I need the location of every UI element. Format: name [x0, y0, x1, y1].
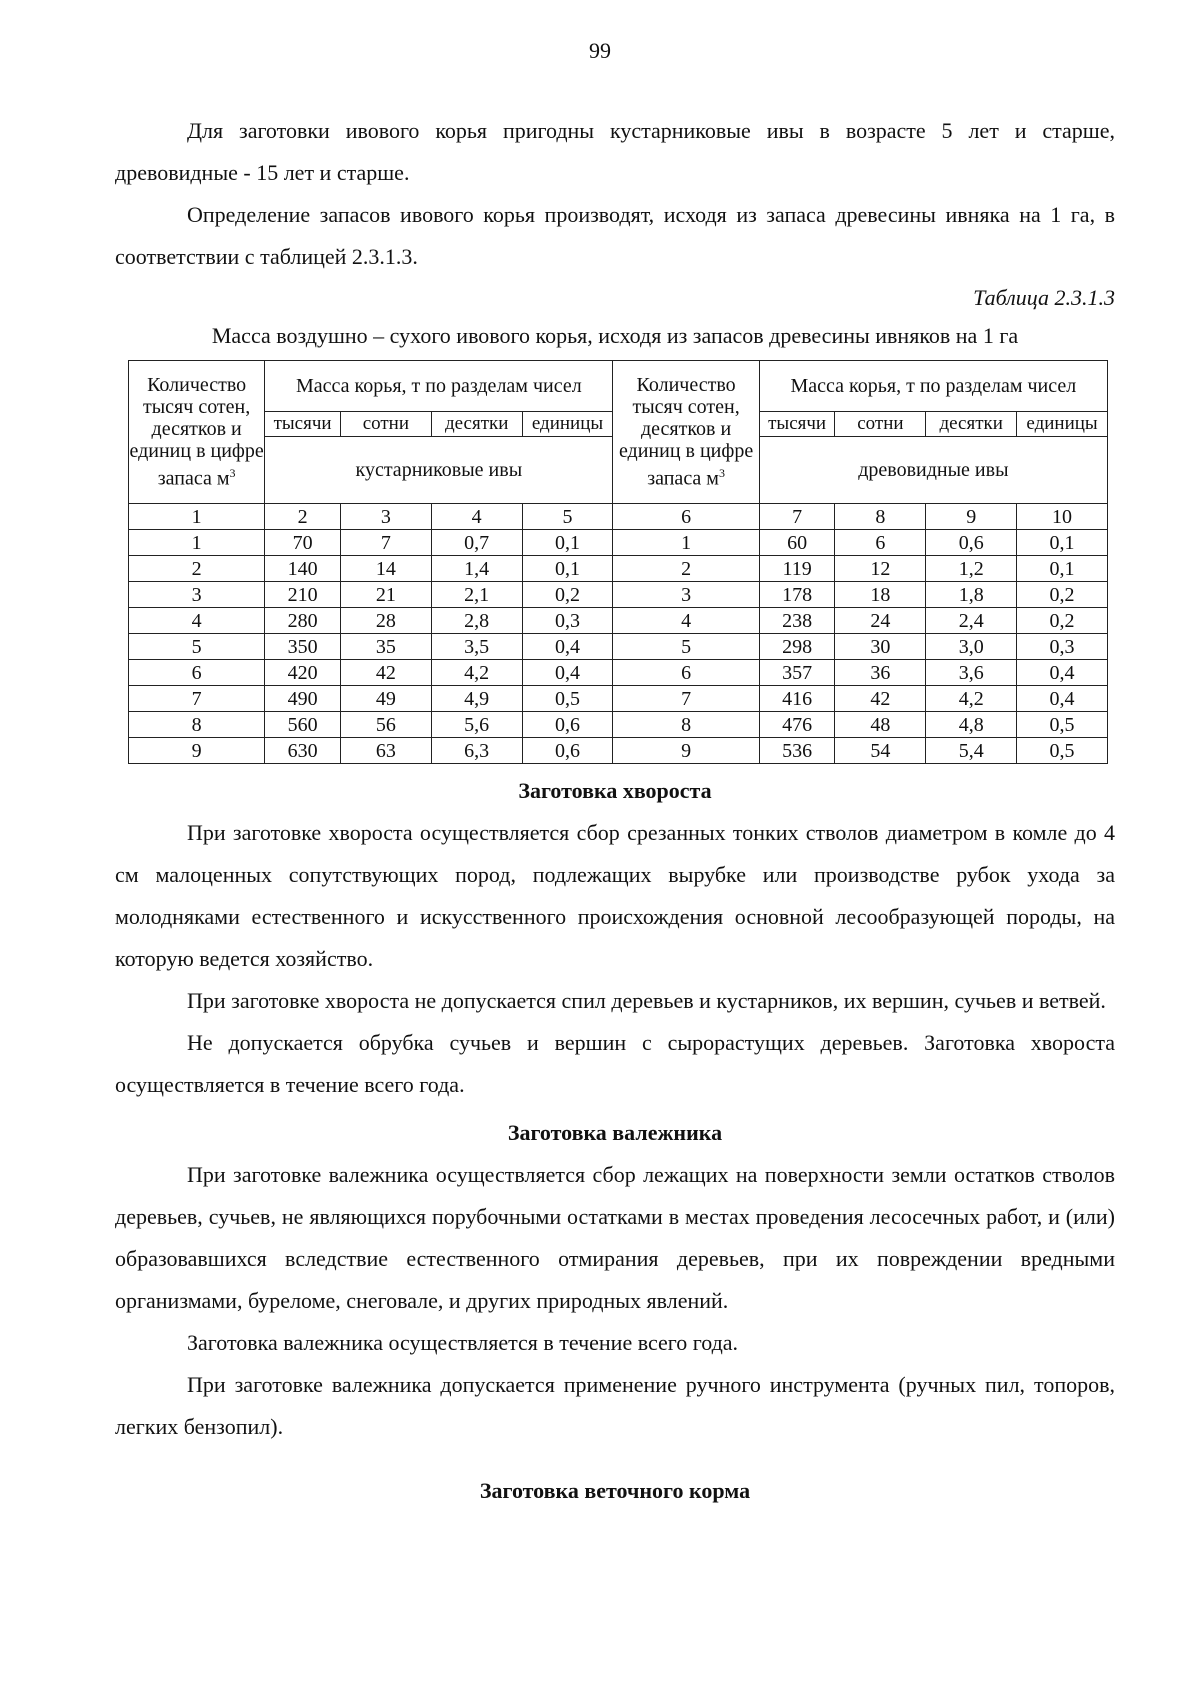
table-row [129, 712, 1108, 738]
header-quantity-label: Количество тысяч сотен, десятков и единиц в цифре запаса м [618, 374, 754, 490]
table-cell: 9 [613, 738, 759, 764]
table-cell: 3,0 [926, 634, 1017, 660]
table-cell: 14 [340, 556, 431, 582]
table-cell: 0,7 [431, 530, 522, 556]
table-cell: 3 [129, 582, 265, 608]
column-number-row [129, 504, 1108, 530]
header-sub-hundreds: сотни [340, 412, 431, 437]
header-sub-thousands: тысячи [759, 412, 835, 437]
table-cell: 49 [340, 686, 431, 712]
header-mass-tree: Масса корья, т по разделам чисел [759, 361, 1107, 412]
table-cell: 0,3 [1017, 634, 1108, 660]
table-cell: 42 [835, 686, 926, 712]
table-cell: 4 [129, 608, 265, 634]
table-cell: 0,2 [1017, 608, 1108, 634]
table-cell: 357 [759, 660, 835, 686]
table-cell: 0,5 [522, 686, 613, 712]
table-cell: 5,6 [431, 712, 522, 738]
table-number: Таблица 2.3.1.3 [973, 285, 1115, 310]
column-number: 10 [1017, 504, 1108, 530]
intro-paragraph-2: Определение запасов ивового корья производят, исходя из запаса древесины ивняка на 1 га, в соответствии с таблицей 2.3.1.3. [115, 202, 1115, 269]
table-cell: 416 [759, 686, 835, 712]
table-cell: 4,9 [431, 686, 522, 712]
header-quantity-tree [613, 361, 759, 504]
table-row [129, 634, 1108, 660]
table-cell: 0,1 [1017, 556, 1108, 582]
table-row [129, 582, 1108, 608]
table-cell: 1,2 [926, 556, 1017, 582]
table-cell: 7 [340, 530, 431, 556]
table-cell: 6 [835, 530, 926, 556]
table-cell: 1,4 [431, 556, 522, 582]
intro-paragraph-1: Для заготовки ивового корья пригодны кустарниковые ивы в возрасте 5 лет и старше, древовидные - 15 лет и старше. [115, 118, 1115, 185]
table-row [129, 686, 1108, 712]
header-quantity-sup: 3 [718, 466, 725, 481]
table-cell: 5 [129, 634, 265, 660]
table-cell: 35 [340, 634, 431, 660]
table-cell: 1 [129, 530, 265, 556]
table-cell: 4,2 [926, 686, 1017, 712]
column-number: 7 [759, 504, 835, 530]
table-cell: 280 [265, 608, 341, 634]
table-cell: 30 [835, 634, 926, 660]
table-cell: 8 [613, 712, 759, 738]
brushwood-paragraph-1: При заготовке хвороста осуществляется сбор срезанных тонких стволов диаметром в комле до 4 см малоценных сопутствующих пород, подлежащих вырубке или производстве рубок ухода за молодняками естественного и искусственного происхождения основной лесообразующей породы, на которую ведется хозяйство. [115, 820, 1115, 971]
brushwood-paragraph-2: При заготовке хвороста не допускается спил деревьев и кустарников, их вершин, сучьев и ветвей. [187, 988, 1106, 1013]
table-cell: 238 [759, 608, 835, 634]
table-cell: 6,3 [431, 738, 522, 764]
deadwood-paragraph-3: При заготовке валежника допускается применение ручного инструмента (ручных пил, топоров, легких бензопил). [115, 1372, 1115, 1439]
deadwood-paragraph-1: При заготовке валежника осуществляется сбор лежащих на поверхности земли остатков стволов деревьев, сучьев, не являющихся порубочными остатками в местах проведения лесосечных работ, и (или) образовавшихся вследствие естественного отмирания деревьев, при их повреждении вредными организмами, буреломе, снеговале, и других природных явлений. [115, 1162, 1115, 1313]
table-cell: 7 [613, 686, 759, 712]
table-cell: 48 [835, 712, 926, 738]
column-number: 1 [129, 504, 265, 530]
table-cell: 4,8 [926, 712, 1017, 738]
section-heading-fodder: Заготовка веточного корма [479, 1478, 751, 1503]
header-group-tree: древовидные ивы [759, 437, 1107, 504]
table-cell: 24 [835, 608, 926, 634]
table-cell: 298 [759, 634, 835, 660]
table-cell: 2,8 [431, 608, 522, 634]
column-number: 4 [431, 504, 522, 530]
table-cell: 420 [265, 660, 341, 686]
column-number: 8 [835, 504, 926, 530]
table-cell: 6 [129, 660, 265, 686]
table-cell: 2 [129, 556, 265, 582]
table-cell: 18 [835, 582, 926, 608]
column-number: 3 [340, 504, 431, 530]
table-cell: 0,5 [1017, 738, 1108, 764]
table-cell: 28 [340, 608, 431, 634]
table-row [129, 608, 1108, 634]
table-cell: 2,1 [431, 582, 522, 608]
table-cell: 42 [340, 660, 431, 686]
table-cell: 70 [265, 530, 341, 556]
header-quantity-label: Количество тысяч сотен, десятков и единиц в цифре запаса м [129, 374, 264, 490]
table-cell: 6 [613, 660, 759, 686]
table-cell: 12 [835, 556, 926, 582]
table-cell: 36 [835, 660, 926, 686]
table-cell: 7 [129, 686, 265, 712]
section-heading-deadwood: Заготовка валежника [507, 1120, 723, 1145]
table-cell: 490 [265, 686, 341, 712]
table-cell: 8 [129, 712, 265, 738]
table-cell: 0,5 [1017, 712, 1108, 738]
table-row [129, 556, 1108, 582]
table-cell: 0,6 [522, 712, 613, 738]
table-cell: 3 [613, 582, 759, 608]
section-heading-brushwood: Заготовка хвороста [518, 778, 712, 803]
table-row [129, 660, 1108, 686]
page-number: 99 [589, 38, 611, 63]
table-cell: 0,6 [926, 530, 1017, 556]
table-cell: 2 [613, 556, 759, 582]
column-number: 2 [265, 504, 341, 530]
table-cell: 21 [340, 582, 431, 608]
header-sub-hundreds: сотни [835, 412, 926, 437]
table-row [129, 738, 1108, 764]
table-cell: 63 [340, 738, 431, 764]
deadwood-paragraph-2: Заготовка валежника осуществляется в течение всего года. [187, 1330, 739, 1355]
table-cell: 3,6 [926, 660, 1017, 686]
header-quantity-shrub [129, 361, 265, 504]
table-cell: 5 [613, 634, 759, 660]
table-cell: 0,4 [1017, 686, 1108, 712]
table-cell: 560 [265, 712, 341, 738]
header-sub-units: единицы [1017, 412, 1108, 437]
table-cell: 0,1 [1017, 530, 1108, 556]
table-cell: 350 [265, 634, 341, 660]
table-cell: 56 [340, 712, 431, 738]
column-number: 6 [613, 504, 759, 530]
table-caption: Масса воздушно – сухого ивового корья, исходя из запасов древесины ивняков на 1 га [211, 323, 1019, 348]
bark-mass-table [128, 360, 1108, 764]
table-cell: 1,8 [926, 582, 1017, 608]
table-cell: 60 [759, 530, 835, 556]
table-cell: 0,2 [1017, 582, 1108, 608]
table-cell: 1 [613, 530, 759, 556]
header-sub-thousands: тысячи [265, 412, 341, 437]
column-number: 5 [522, 504, 613, 530]
table-row [129, 530, 1108, 556]
header-quantity-sup: 3 [229, 466, 236, 481]
table-cell: 119 [759, 556, 835, 582]
table-cell: 0,1 [522, 556, 613, 582]
table-cell: 0,4 [522, 660, 613, 686]
table-cell: 536 [759, 738, 835, 764]
brushwood-paragraph-3: Не допускается обрубка сучьев и вершин с сырорастущих деревьев. Заготовка хвороста осуществляется в течение всего года. [115, 1030, 1115, 1097]
table-cell: 3,5 [431, 634, 522, 660]
header-sub-units: единицы [522, 412, 613, 437]
page-content [115, 110, 1115, 1512]
table-cell: 4,2 [431, 660, 522, 686]
table-cell: 2,4 [926, 608, 1017, 634]
header-group-shrub: кустарниковые ивы [265, 437, 613, 504]
table-cell: 210 [265, 582, 341, 608]
header-mass-shrub: Масса корья, т по разделам чисел [265, 361, 613, 412]
column-number: 9 [926, 504, 1017, 530]
table-cell: 54 [835, 738, 926, 764]
table-cell: 9 [129, 738, 265, 764]
header-sub-tens: десятки [926, 412, 1017, 437]
table-cell: 0,4 [522, 634, 613, 660]
table-cell: 0,6 [522, 738, 613, 764]
header-sub-tens: десятки [431, 412, 522, 437]
table-cell: 0,3 [522, 608, 613, 634]
table-cell: 0,4 [1017, 660, 1108, 686]
table-cell: 140 [265, 556, 341, 582]
table-cell: 5,4 [926, 738, 1017, 764]
table-cell: 0,2 [522, 582, 613, 608]
table-body [129, 530, 1108, 764]
table-cell: 4 [613, 608, 759, 634]
table-cell: 0,1 [522, 530, 613, 556]
table-cell: 630 [265, 738, 341, 764]
table-cell: 178 [759, 582, 835, 608]
table-cell: 476 [759, 712, 835, 738]
